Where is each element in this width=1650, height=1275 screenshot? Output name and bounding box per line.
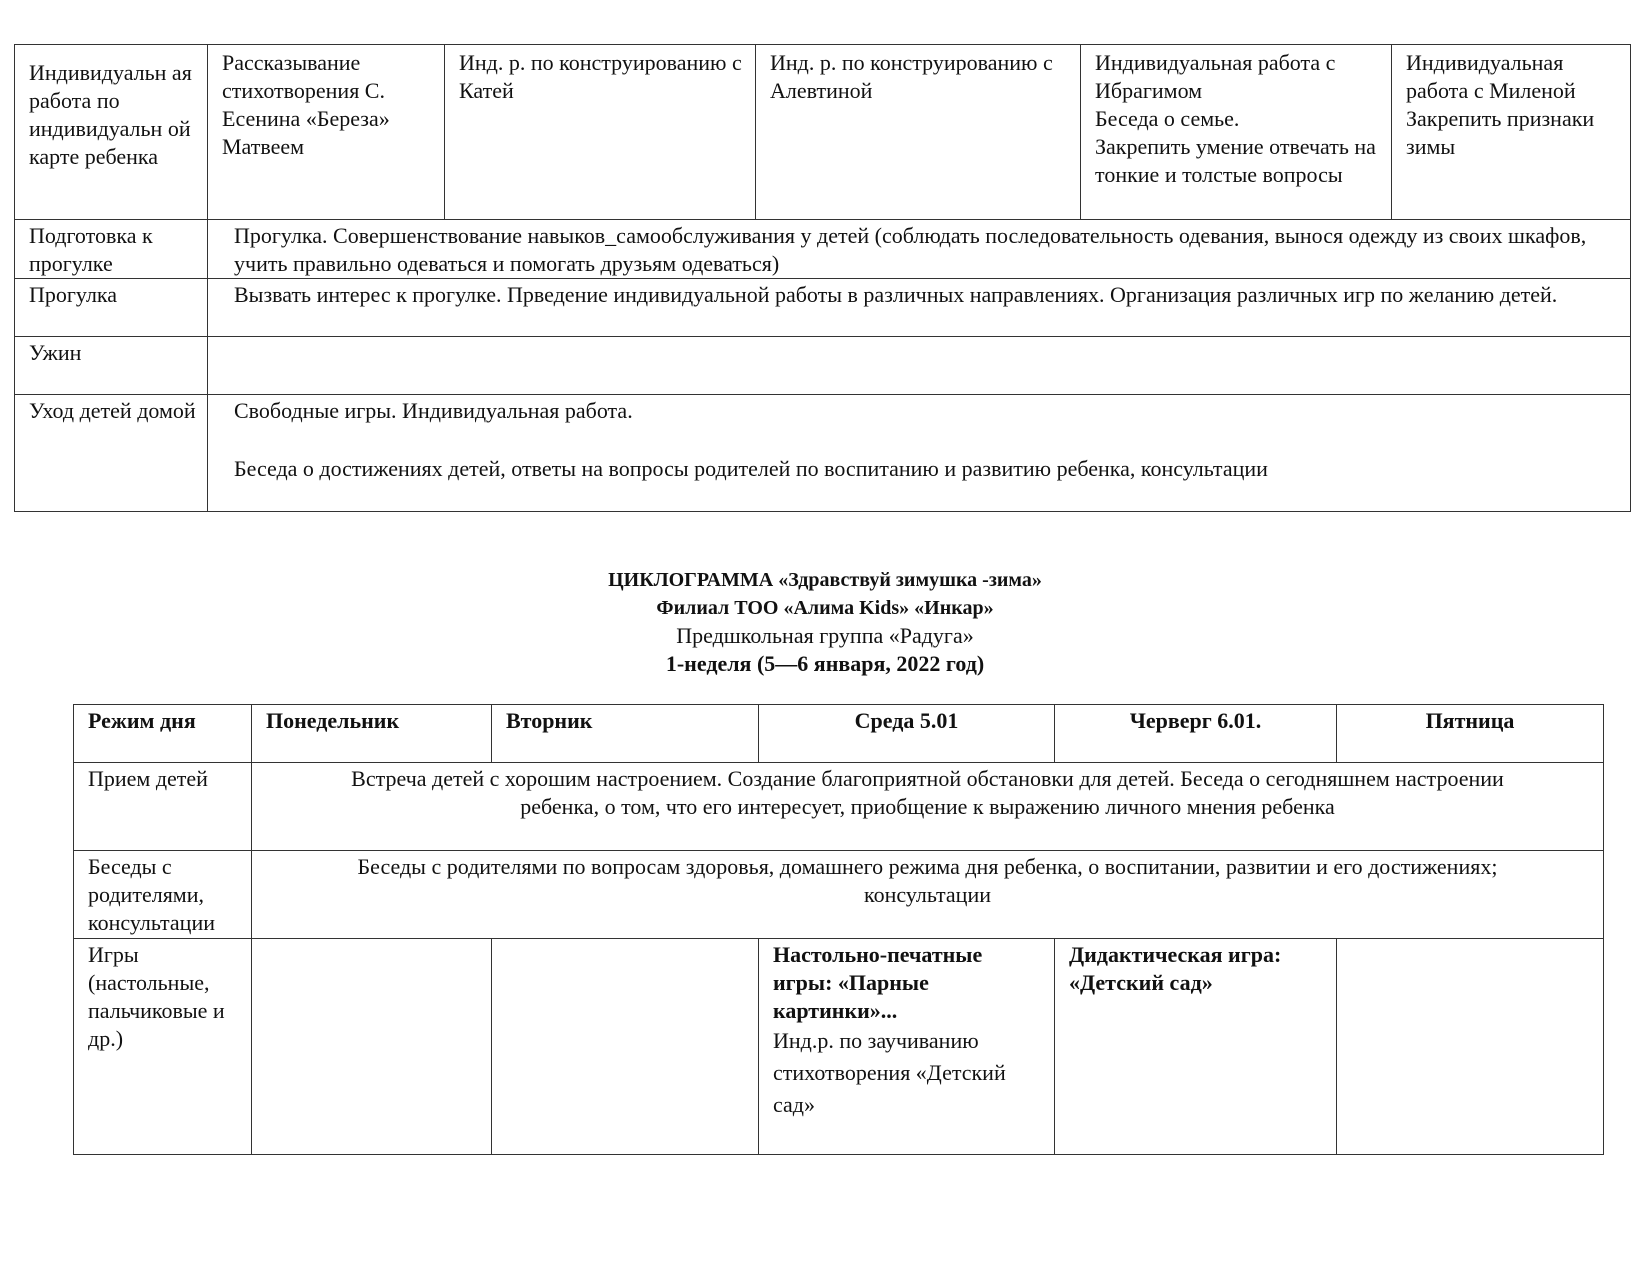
games-thu-name: «Детский сад»: [1069, 970, 1213, 995]
header-thursday: Черверг 6.01.: [1055, 705, 1337, 763]
row-label-dinner: Ужин: [15, 337, 208, 395]
header-tuesday: Вторник: [492, 705, 759, 763]
row-label-walk: Прогулка: [15, 279, 208, 337]
header-friday: Пятница: [1337, 705, 1604, 763]
individual-cell-5: Индивидуальная работа с Миленой Закрепить признаки зимы: [1392, 45, 1631, 220]
games-thu-title: Дидактическая игра:: [1069, 942, 1282, 967]
table-row: [15, 395, 1631, 512]
heading-group: Предшкольная группа «Радуга»: [676, 623, 974, 648]
individual-cell-3: Инд. р. по конструированию с Алевтиной: [756, 45, 1081, 220]
table-row: [15, 45, 1631, 220]
table-header-row: [74, 705, 1604, 763]
header-wednesday: Среда 5.01: [759, 705, 1055, 763]
document-heading: [0, 566, 1650, 678]
parents-text: Беседы с родителями по вопросам здоровья, домашнего режима дня ребенка, о воспитании, развитии и его достижениях; консультации: [252, 851, 1604, 939]
individual-cell-2: Инд. р. по конструированию с Катей: [445, 45, 756, 220]
table-row: [74, 851, 1604, 939]
games-wed-text: Инд.р. по заучиванию стихотворения «Детский сад»: [773, 1028, 1006, 1117]
heading-branch: Филиал ТОО «Алима Kids» «Инкар»: [656, 597, 994, 619]
individual-cell-1: Рассказывание стихотворения С. Есенина «Береза» Матвеем: [208, 45, 445, 220]
home-cell: [208, 395, 1631, 512]
header-monday: Понедельник: [252, 705, 492, 763]
prep-text: Прогулка. Совершенствование навыков_самообслуживания у детей (соблюдать последовательность одевания, вынося одежду из своих шкафов, учить правильно одеваться и помогать друзьям одеваться): [208, 220, 1631, 279]
table-row: [74, 939, 1604, 1155]
heading-week: 1-неделя (5—6 января, 2022 год): [665, 651, 985, 676]
header-mode: Режим дня: [74, 705, 252, 763]
games-wed-title: Настольно-печатные игры: «Парные картинки»...: [773, 942, 983, 1023]
walk-text: Вызвать интерес к прогулке. Прведение индивидуальной работы в различных направлениях. Организация различных игр по желанию детей.: [208, 279, 1631, 337]
home-text-2: Беседа о достижениях детей, ответы на вопросы родителей по воспитанию и развитию ребенка, консультации: [234, 456, 1268, 481]
daily-activities-table: [14, 44, 1631, 512]
home-text-1: Свободные игры. Индивидуальная работа.: [234, 398, 633, 423]
games-wednesday: [759, 939, 1055, 1155]
games-monday: [252, 939, 492, 1155]
games-tuesday: [492, 939, 759, 1155]
games-thursday: [1055, 939, 1337, 1155]
table-row: [74, 763, 1604, 851]
row-label-reception: Прием детей: [74, 763, 252, 851]
weekly-schedule-table: [73, 704, 1604, 1155]
table-row: [15, 279, 1631, 337]
heading-title: ЦИКЛОГРАММА «Здравствуй зимушка -зима»: [608, 569, 1042, 591]
games-friday: [1337, 939, 1604, 1155]
reception-text: Встреча детей с хорошим настроением. Создание благоприятной обстановки для детей. Беседа о сегодняшнем настроении ребенка, о том, что его интересует, приобщение к выражению личного мнения ребенка: [252, 763, 1604, 851]
individual-cell-4: Индивидуальная работа с Ибрагимом Беседа о семье. Закрепить умение отвечать на тонкие и толстые вопросы: [1081, 45, 1392, 220]
row-label-individual: Индивидуальн ая работа по индивидуальн ой карте ребенка: [15, 45, 208, 220]
row-label-games: Игры (настольные, пальчиковые и др.): [74, 939, 252, 1155]
row-label-parents: Беседы с родителями, консультации: [74, 851, 252, 939]
row-label-home: Уход детей домой: [15, 395, 208, 512]
table-row: [15, 220, 1631, 279]
table-row: [15, 337, 1631, 395]
row-label-prep: Подготовка к прогулке: [15, 220, 208, 279]
dinner-text: [208, 337, 1631, 395]
